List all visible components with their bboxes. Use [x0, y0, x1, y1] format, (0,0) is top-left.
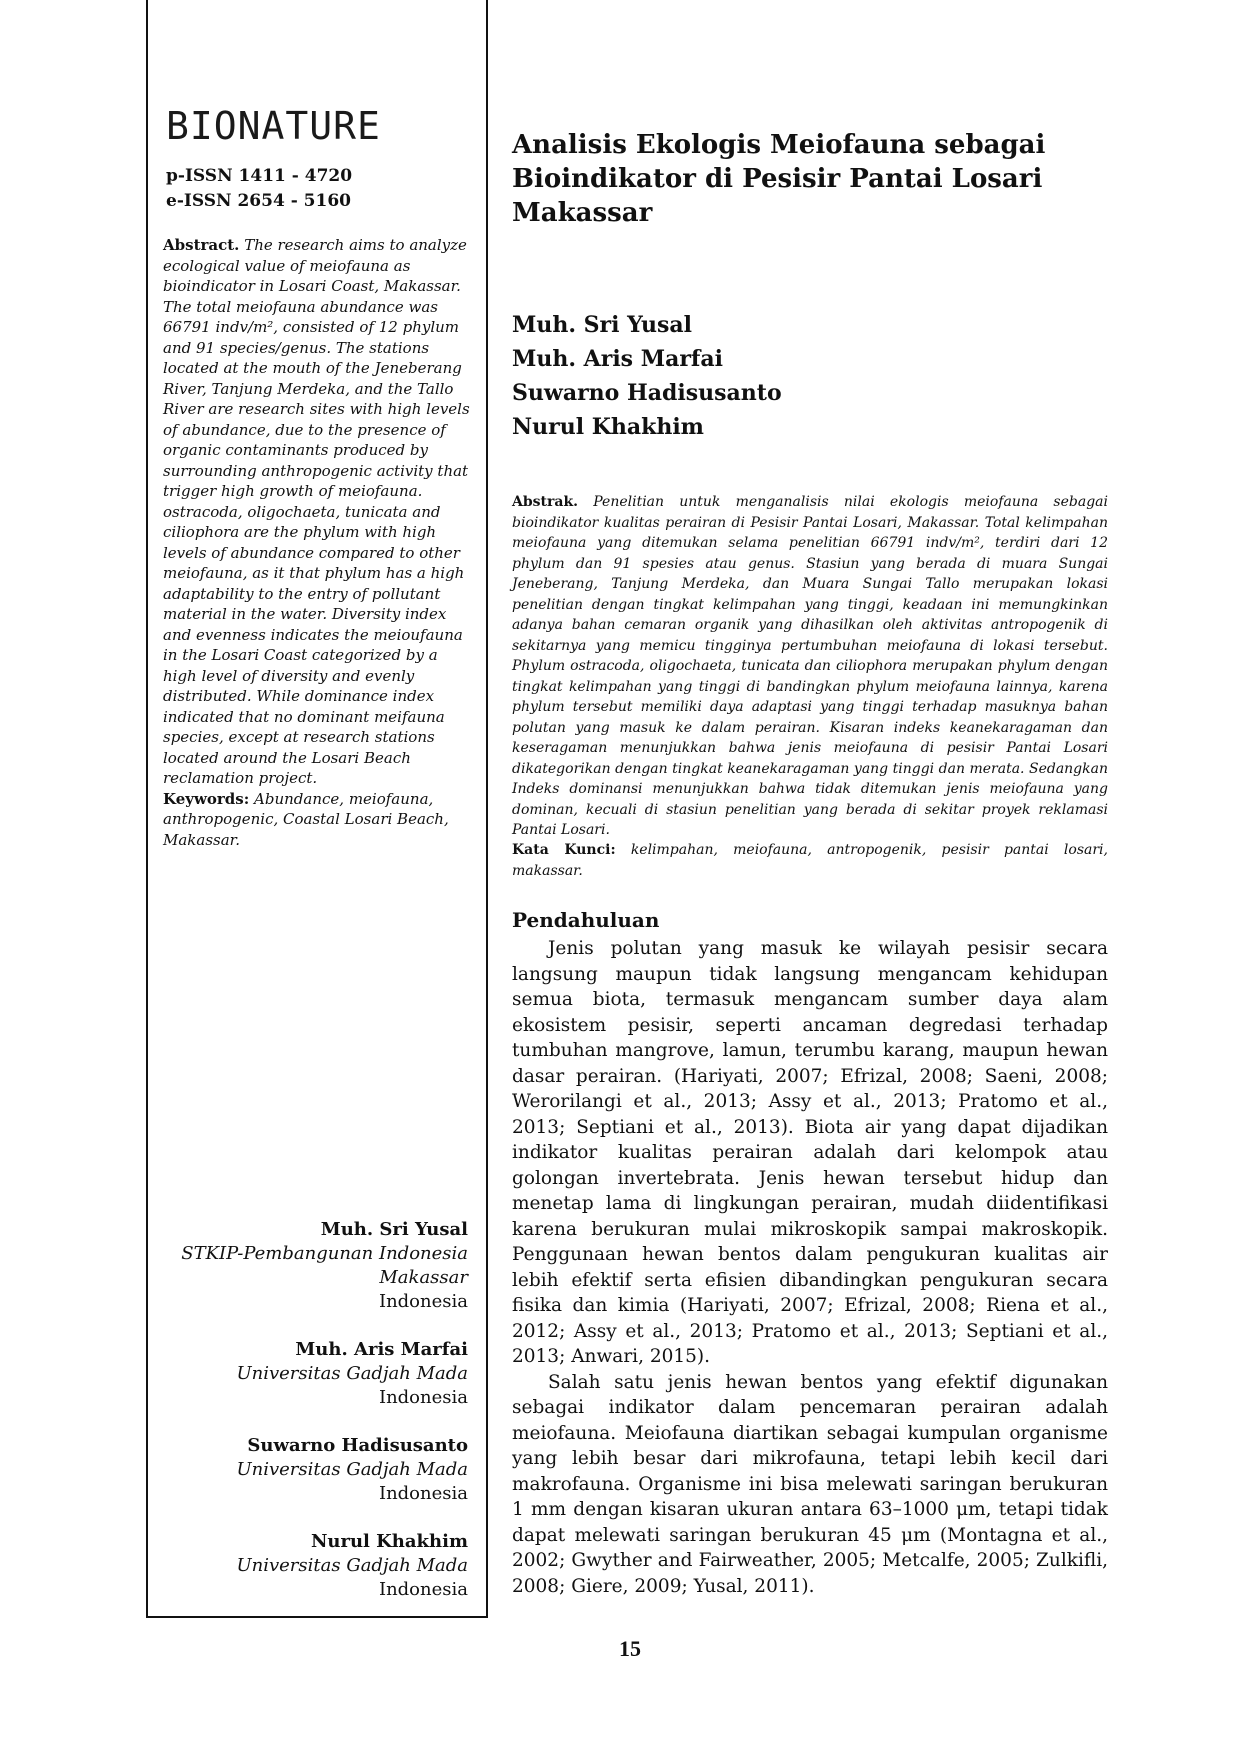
abstract-label: Abstract. — [163, 236, 240, 254]
kata-kunci-label: Kata Kunci: — [512, 842, 616, 858]
p-issn: p-ISSN 1411 - 4720 — [166, 166, 353, 186]
article-title: Analisis Ekologis Meiofauna sebagai Bioindikator di Pesisir Pantai Losari Makassar — [512, 130, 1046, 228]
kata-kunci — [512, 840, 1108, 881]
affiliation-name: Suwarno Hadisusanto — [247, 1435, 468, 1456]
affiliation-country: Indonesia — [378, 1291, 468, 1312]
paragraph: Salah satu jenis hewan bentos yang efektif digunakan sebagai indikator dalam pencemaran perairan adalah meiofauna. Meiofauna diartikan sebagai kumpulan organisme yang lebih besar dari mikrofauna, tetapi lebih kecil dari makrofauna. Organisme ini bisa melewati saringan berukuran 1 mm dengan kisaran ukuran antara 63–1000 μm, tetapi tidak dapat melewati saringan berukuran 45 μm (Montagna et al., 2002; Gwyther and Fairweather, 2005; Metcalfe, 2005; Zulkifli, 2008; Giere, 2009; Yusal, 2011). — [512, 1371, 1108, 1597]
keywords-label: Keywords: — [163, 789, 250, 808]
author-name: Muh. Sri Yusal — [512, 312, 692, 338]
english-abstract — [163, 235, 473, 850]
affiliation-name: Muh. Sri Yusal — [320, 1219, 468, 1240]
affiliation-institution: Universitas Gadjah Mada — [236, 1459, 468, 1480]
paragraph: Jenis polutan yang masuk ke wilayah pesisir secara langsung maupun tidak langsung mengancam kehidupan semua biota, termasuk mengancam sumber daya alam ekosistem pesisir, seperti ancaman degredasi terhadap tumbuhan mangrove, lamun, terumbu karang, maupun hewan dasar perairan. (Hariyati, 2007; Efrizal, 2008; Saeni, 2008; Werorilangi et al., 2013; Assy et al., 2013; Pratomo et al., 2013; Septiani et al., 2013). Biota air yang dapat dijadikan indikator kualitas perairan adalah dari kelompok atau golongan invertebrata. Jenis hewan tersebut hidup dan menetap lama di lingkungan perairan, mudah diidentifikasi karena berukuran mulai mikroskopik sampai makroskopik. Penggunaan hewan bentos dalam pengukuran kualitas air lebih efektif serta efisien dibandingkan pengukuran secara fisika dan kimia (Hariyati, 2007; Efrizal, 2008; Riena et al., 2012; Assy et al., 2013; Pratomo et al., 2013; Septiani et al., 2013; Anwari, 2015). — [512, 938, 1108, 1367]
affiliation-country: Indonesia — [378, 1387, 468, 1408]
author-name: Suwarno Hadisusanto — [512, 380, 782, 406]
e-issn: e-ISSN 2654 - 5160 — [166, 191, 351, 211]
affiliation-institution: Universitas Gadjah Mada — [236, 1363, 468, 1384]
affiliation-institution-city: Makassar — [379, 1267, 468, 1288]
body-text — [512, 936, 1108, 1599]
author-name: Nurul Khakhim — [512, 414, 704, 440]
author-name: Muh. Aris Marfai — [512, 346, 723, 372]
abstrak-label: Abstrak. — [512, 494, 579, 510]
affiliation — [181, 1218, 468, 1314]
affiliation-name: Nurul Khakhim — [310, 1531, 468, 1552]
affiliation-institution: Universitas Gadjah Mada — [236, 1555, 468, 1576]
page-number: 15 — [619, 1636, 641, 1661]
affiliation-country: Indonesia — [378, 1579, 468, 1600]
affiliation — [236, 1530, 468, 1602]
indonesian-abstract — [512, 492, 1108, 841]
kata-kunci-text: kelimpahan, meiofauna, antropogenik, pesisir pantai losari, makassar. — [512, 842, 1108, 879]
abstract-text: The research aims to analyze ecological value of meiofauna as bioindicator in Losari Coast, Makassar. The total meiofauna abundance was 66791 indv/m², consisted of 12 phylum and 91 species/genus. The stations located at the mouth of the Jeneberang River, Tanjung Merdeka, and the Tallo River are research sites with high levels of abundance, due to the presence of organic contaminants produced by surrounding anthropogenic activity that trigger high growth of meiofauna. ostracoda, oligochaeta, tunicata and ciliophora are the phylum with high levels of abundance compared to other meiofauna, as it that phylum has a high adaptability to the entry of pollutant material in the water. Diversity index and evenness indicates the meioufauna in the Losari Coast categorized by a high level of diversity and evenly distributed. While dominance index indicated that no dominant meifauna species, except at research stations located around the Losari Beach reclamation project. — [163, 236, 470, 787]
affiliation-country: Indonesia — [378, 1483, 468, 1504]
abstrak-text: Penelitian untuk menganalisis nilai ekologis meiofauna sebagai bioindikator kualitas perairan di Pesisir Pantai Losari, Makassar. Total kelimpahan meiofauna yang ditemukan selama penelitian 66791 indv/m², terdiri dari 12 phylum dan 91 spesies atau genus. Stasiun yang berada di muara Sungai Jeneberang, Tanjung Merdeka, dan Muara Sungai Tallo merupakan lokasi penelitian dengan tingkat kelimpahan yang tinggi, keadaan ini memungkinkan adanya bahan cemaran organik yang dihasilkan oleh aktivitas antropogenik di sekitarnya yang memicu tingginya pertumbuhan meiofauna di lokasi tersebut. Phylum ostracoda, oligochaeta, tunicata dan ciliophora merupakan phylum dengan tingkat kelimpahan yang tinggi di bandingkan phylum meiofauna lainnya, karena phylum tersebut memiliki daya adaptasi yang tinggi terhadap masuknya bahan polutan yang masuk ke dalam perairan. Kisaran indeks keanekaragaman dan keseragaman menunjukkan bahwa jenis meiofauna di pesisir Pantai Losari dikategorikan dengan tingkat keanekaragaman yang tinggi dan merata. Sedangkan Indeks dominansi menunjukkan bahwa tidak ditemukan jenis meiofauna yang dominan, kecuali di stasiun penelitian yang berada di sekitar proyek reklamasi Pantai Losari. — [512, 494, 1108, 838]
author-list — [512, 308, 782, 444]
affiliation-institution: STKIP-Pembangunan Indonesia — [181, 1243, 468, 1264]
section-heading: Pendahuluan — [512, 908, 660, 932]
affiliation — [236, 1338, 468, 1410]
affiliation-name: Muh. Aris Marfai — [295, 1339, 468, 1360]
keywords-text: Abundance, meiofauna, anthropogenic, Coastal Losari Beach, Makassar. — [163, 789, 449, 849]
affiliation — [236, 1434, 468, 1506]
journal-logo: BIONATURE — [166, 104, 381, 148]
